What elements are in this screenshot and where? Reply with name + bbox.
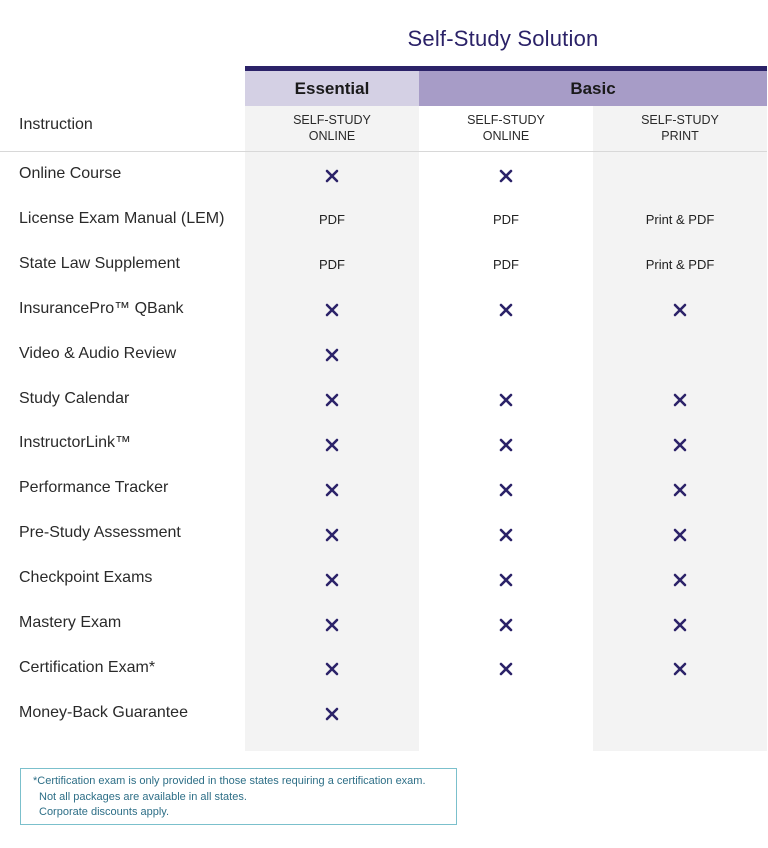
- included-cell-essential-online: [245, 167, 419, 183]
- included-cell-basic-online: [419, 526, 593, 542]
- package-header-essential: Essential: [245, 71, 419, 106]
- x-mark-icon: [325, 169, 339, 183]
- feature-label: Certification Exam*: [19, 658, 156, 676]
- x-mark-icon: [325, 662, 339, 676]
- feature-label: Mastery Exam: [19, 614, 122, 631]
- included-cell-basic-print: [593, 436, 767, 452]
- column-header-line: PRINT: [661, 129, 699, 143]
- package-header-basic: Basic: [419, 71, 767, 106]
- included-cell-essential-online: [245, 302, 419, 318]
- column-header-line: SELF-STUDY: [467, 113, 545, 127]
- x-mark-icon: [325, 348, 339, 362]
- footnote-line: Not all packages are available in all states.: [39, 790, 247, 803]
- column-header-line: SELF-STUDY: [293, 113, 371, 127]
- included-cell-basic-online: [419, 616, 593, 632]
- feature-label: Pre-Study Assessment: [19, 524, 181, 542]
- feature-label: Online Course: [19, 165, 122, 182]
- x-mark-icon: [673, 662, 687, 676]
- x-mark-icon: [673, 393, 687, 407]
- format-cell-essential-online: PDF: [319, 256, 345, 272]
- x-mark-icon: [499, 662, 513, 676]
- footnote-line: Corporate discounts apply.: [39, 806, 170, 818]
- column-header-basic-online: [419, 112, 593, 144]
- included-cell-basic-print: [593, 481, 767, 497]
- feature-label: InstructorLink™: [19, 434, 132, 452]
- feature-label: Money-Back Guarantee: [19, 703, 188, 721]
- included-cell-essential-online: [245, 436, 419, 452]
- included-cell-basic-online: [419, 661, 593, 677]
- x-mark-icon: [499, 169, 513, 183]
- column-header-essential-online: [245, 112, 419, 144]
- included-cell-essential-online: [245, 616, 419, 632]
- x-mark-icon: [499, 573, 513, 587]
- x-mark-icon: [499, 528, 513, 542]
- x-mark-icon: [499, 303, 513, 317]
- included-cell-basic-online: [419, 302, 593, 318]
- included-cell-basic-online: [419, 392, 593, 408]
- x-mark-icon: [673, 573, 687, 587]
- included-cell-basic-print: [593, 526, 767, 542]
- included-cell-essential-online: [245, 526, 419, 542]
- header-divider: [0, 151, 767, 152]
- x-mark-icon: [499, 393, 513, 407]
- feature-label: License Exam Manual (LEM): [19, 209, 225, 227]
- column-background-essential-online: [245, 106, 419, 751]
- column-header-basic-print: [593, 112, 767, 144]
- included-cell-essential-online: [245, 481, 419, 497]
- x-mark-icon: [499, 618, 513, 632]
- included-cell-basic-online: [419, 481, 593, 497]
- format-cell-basic-online: PDF: [493, 256, 519, 272]
- column-header-line: ONLINE: [482, 129, 530, 143]
- column-header-line: ONLINE: [308, 129, 356, 143]
- x-mark-icon: [325, 483, 339, 497]
- footnote-box: [20, 768, 457, 825]
- included-cell-basic-print: [593, 616, 767, 632]
- included-cell-basic-print: [593, 571, 767, 587]
- footnote-line: *Certification exam is only provided in those states requiring a certification exam.: [33, 775, 426, 787]
- included-cell-essential-online: [245, 571, 419, 587]
- feature-label: Performance Tracker: [19, 479, 169, 497]
- column-header-line: SELF-STUDY: [641, 113, 719, 127]
- included-cell-basic-online: [419, 167, 593, 183]
- format-cell-essential-online: PDF: [319, 211, 345, 227]
- included-cell-essential-online: [245, 392, 419, 408]
- feature-label: State Law Supplement: [19, 254, 180, 272]
- x-mark-icon: [325, 303, 339, 317]
- x-mark-icon: [325, 393, 339, 407]
- x-mark-icon: [673, 438, 687, 452]
- included-cell-basic-print: [593, 661, 767, 677]
- x-mark-icon: [325, 528, 339, 542]
- included-cell-basic-print: [593, 392, 767, 408]
- included-cell-essential-online: [245, 706, 419, 722]
- feature-label: Video & Audio Review: [19, 344, 177, 362]
- x-mark-icon: [673, 618, 687, 632]
- included-cell-essential-online: [245, 347, 419, 363]
- x-mark-icon: [325, 438, 339, 452]
- included-cell-essential-online: [245, 661, 419, 677]
- x-mark-icon: [499, 483, 513, 497]
- x-mark-icon: [673, 303, 687, 317]
- x-mark-icon: [499, 438, 513, 452]
- column-background-basic-print: [593, 106, 767, 751]
- included-cell-basic-print: [593, 302, 767, 318]
- feature-label: Checkpoint Exams: [19, 569, 153, 587]
- x-mark-icon: [325, 618, 339, 632]
- feature-label: InsurancePro™ QBank: [19, 299, 184, 317]
- feature-label: Study Calendar: [19, 389, 130, 407]
- format-cell-basic-print: Print & PDF: [645, 211, 715, 227]
- format-cell-basic-online: PDF: [493, 211, 519, 227]
- x-mark-icon: [673, 483, 687, 497]
- x-mark-icon: [325, 573, 339, 587]
- included-cell-basic-online: [419, 436, 593, 452]
- x-mark-icon: [673, 528, 687, 542]
- comparison-title: Self-Study Solution: [407, 26, 599, 51]
- included-cell-basic-online: [419, 571, 593, 587]
- format-cell-basic-print: Print & PDF: [645, 256, 715, 272]
- instruction-label: Instruction: [19, 116, 93, 133]
- x-mark-icon: [325, 707, 339, 721]
